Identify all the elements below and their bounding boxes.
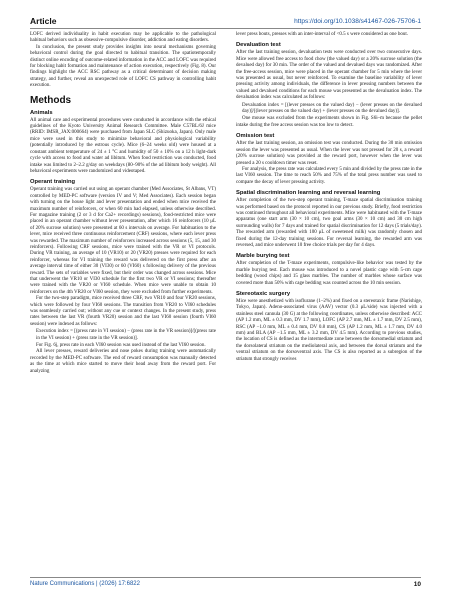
page-header bbox=[30, 10, 421, 29]
continued-paragraph: lever press bouts, presses with an inter-interval of <0.5 s were considered as one bout. bbox=[236, 32, 408, 37]
left-column bbox=[30, 32, 216, 375]
devaluation-paragraph-2: One mouse was excluded from the experiments shown in Fig. S6i–m because the pellet intake during the free access session was too low to detect. bbox=[236, 116, 422, 128]
operant-training-heading: Operant training bbox=[30, 179, 76, 186]
operant-paragraph-2: For the two-step paradigm, mice received three CRF, two VR10 and four VR20 sessions, which were followed by four VI60 sessions. The transition from VR20 to VI60 schedules was seamlessly carried out; without any cue or context changes. In the present study, press rates between the last VR (fourth VR20) session and the last VI60 session (fourth VI60 session) were indexed as follows: bbox=[30, 296, 216, 327]
stereotaxic-heading: Stereotaxic surgery bbox=[236, 291, 291, 297]
methods-heading: Methods bbox=[30, 94, 72, 106]
operant-paragraph-1: Operant training was carried out using an operant chamber (Med Associates, St Albans, VT) controlled by MED-PC software (version IV and V; Med Associates). Each session began with turning on the house light and lever presentation and ended when mice received the maximum number of reinforcers, or when 60 min had elapsed, unless otherwise described. For magazine training (2 or 3 d for Ca2+ recordings) sessions), food-restricted mice were placed in an operant chamber without lever presentation, after which 16 reinforcers (10 μL of 20% sucrose solution) were presented at 60 s intervals on average. For habituation to the lever, mice received three continuous reinforcement (CRF) sessions, where each lever press was rewarded. The maximum number of reinforcers increased across sessions (5, 15, and 30 reinforcers). Following CRF sessions, mice were trained with the VR or VI protocols. During VR training, an average of 10 (VR10) or 20 (VR20) presses were required for each reinforcer, whereas for VI training the reward was delivered on the first press after an average interval time of either 30 (VI30) or 60 (VI60) s following delivery of the previous reward. The sets of variables were fixed, but their order was changed across sessions. Mice that underwent the VR10 or VI30 schedule for the first two VR or VI sessions; thereafter were trained with the VR20 or VI60 schedule. When mice were unable to obtain 10 reinforcers on the 4th VR20 or VI60 session, they were excluded from further experiments. bbox=[30, 187, 216, 295]
stereotaxic-paragraph: Mice were anesthetized with isoflurane (1–2%) and fixed on a stereotaxic frame (Narishige, Tokyo, Japan). Adeno-associated virus (AAV) vector (0.3 μL/side) was injected with a stainless steel cannula (30 G) at the following coordinates, unless otherwise described: ACC (AP 1.2 mm, ML ± 0.3 mm, DV 1.7 mm), LOFC (AP 2.7 mm, ML ± 1.7 mm, DV 2.5 mm), RSC (AP −1.0 mm, ML ± 0.4 mm, DV 0.8 mm), CS (AP 1.2 mm, ML ± 1.7 mm, DV 4.0 mm) and BLA (AP −1.5 mm, ML ± 3.2 mm, DV 4.5 mm). According to previous studies, the location of CS is defined as the intermediate zone between the dorsomedial striatum and the dorsolateral striatum on the mediolateral axis, and between the dorsal striatum and the ventral striatum on the dorsoventral axis. The CS is also reported as a subregion of the striatum that strongly receives bbox=[236, 299, 422, 362]
section-label: Article bbox=[30, 16, 57, 26]
execution-index-equation: Execution index = [(press rate in VI session) − (press rate in the VR session)]/[(press rate in the VI session) + (press rate in the VR session)]. bbox=[36, 329, 216, 341]
marble-burying-paragraph: After completion of the T-maze experiments, compulsive-like behavior was tested by the marble burying test. Each mouse was introduced to a novel plastic cage with 5-cm cage bedding (wood chips) and 15 glass marbles. The number of marbles whose surface was covered more than 50% with cage bedding was counted across the 10 min session. bbox=[236, 261, 422, 286]
operant-paragraph-4: All lever presses, reward deliveries and nose pokes during training were automatically recorded by the MED-PC software. The end of reward consumption was manually detected as the time at which mice started to move their head away from the reward port. For analyzing bbox=[30, 349, 216, 374]
spatial-learning-paragraph: After completion of the two-step operant training, T-maze spatial discrimination training was performed based on the protocol reported in our previous study. Briefly, food restriction was continued throughout all behavioral experiments. Mice were habituated with the T-maze apparatus (one start arm (30 × 10 cm), two goal arms (30 × 10 cm) and 30 cm high surrounding walls) for 7 days and trained for spatial discrimination for 12 days (5 trials/day). The rewarded arm (rewarded with 100 μL of sweetened milk) was randomly chosen and fixed during the 12-day training sessions. For reversal learning, the rewarded arm was reversed, and mice underwent 10 free choice trials per day for 4 days. bbox=[236, 198, 422, 248]
omission-paragraph-2: For analysis, the press rate was calculated every 5 min and divided by the press rate in the last VI60 session. The time to reach 50% and 75% of the total press number was used to compare the decay of lever pressing activity. bbox=[236, 166, 422, 185]
animals-paragraph: All animal care and experimental procedures were conducted in accordance with the ethical guidelines of the Kyoto University Animal Research Committee. Male C57BL/6J mice (RRID: IMSR_JAX:000664) were purchased from Japan SLC (Shizuoka, Japan). Only male mice were used in this study to minimize behavioral and physiological variability (potentially introduced by the estrous cycle). Mice (6–24 weeks old) were housed at a constant ambient temperature of 24 ± 1 °C and humidity of 50 ± 10% on a 12 h light-dark cycle with access to food and water ad libitum. When food restriction was conducted, food intake was limited to 2–2.2 g/day on weekdays (80–90% of the ad libitum body weight). All behavioral experiments were randomized and videotaped. bbox=[30, 117, 216, 174]
page-number: 10 bbox=[413, 580, 421, 588]
page-footer bbox=[30, 577, 421, 590]
intro-paragraph-1: LOFC derived individuality in habit execution may be applicable to the pathological habitual behaviors such as obsessive-compulsive disorder, addiction and eating disorders. bbox=[30, 32, 216, 44]
devaluation-heading: Devaluation test bbox=[236, 42, 281, 49]
doi-link[interactable]: https://doi.org/10.1038/s41467-026-75706-1 bbox=[294, 18, 421, 25]
omission-paragraph-1: After the last training session, an omission test was conducted. During the 30 min omission session the lever was presented as usual. When the lever was not pressed for 20 s, a reward (20% sucrose solution) was provided at the reward port, however when the lever was pressed a 20 s cooldown timer was reset. bbox=[236, 141, 422, 166]
omission-heading: Omission test bbox=[236, 133, 275, 140]
journal-citation[interactable]: Nature Communications | (2026) 17:6822 bbox=[30, 581, 140, 587]
intro-paragraph-2: In conclusion, the present study provides insights into neural mechanisms governing behavioral control during the goal directed to habitual transition. The spatiotemporally distinct online encoding of outcome-related information in the ACC and LOFC was required for blocking habit formation and maintenance of action execution, respectively (Fig. 8). Our findings highlight the ACC RSC pathway as a critical determinant of decision making strategy, and further, reveal an unexpected role of LOFC CS pathway in controlling habit execution. bbox=[30, 44, 216, 89]
animals-heading: Animals bbox=[30, 109, 53, 116]
devaluation-index-equation: Devaluation index = [(lever presses on the valued day) − (lever presses on the devalued day)]/[(lever presses on the valued day) + (lever presses on the devalued day)]. bbox=[242, 102, 422, 115]
spatial-learning-heading: Spatial discrimination learning and reversal learning bbox=[236, 190, 381, 197]
right-column bbox=[236, 32, 422, 363]
marble-burying-heading: Marble burying test bbox=[236, 253, 290, 260]
devaluation-paragraph-1: After the last training session, devaluation tests were conducted over two consecutive days. Mice were allowed free access to food chow (the valued day) or a 20% sucrose solution (the devalued day) for 30 min. The order of the valued and devalued days was randomized. After the free-access session, mice were placed in the operant chamber for 5 min where the lever was presented as usual, but never reinforced. To examine the baseline variability of lever pressing activity among individuals, the difference in lever pressing numbers between the valued and devalued conditions for each mouse was presented as the devaluation index. The devaluation index was calculated as follows: bbox=[236, 50, 422, 101]
operant-paragraph-3: For Fig. 6j, press rate in each VI60 session was used instead of the last VI60 session. bbox=[36, 343, 206, 349]
